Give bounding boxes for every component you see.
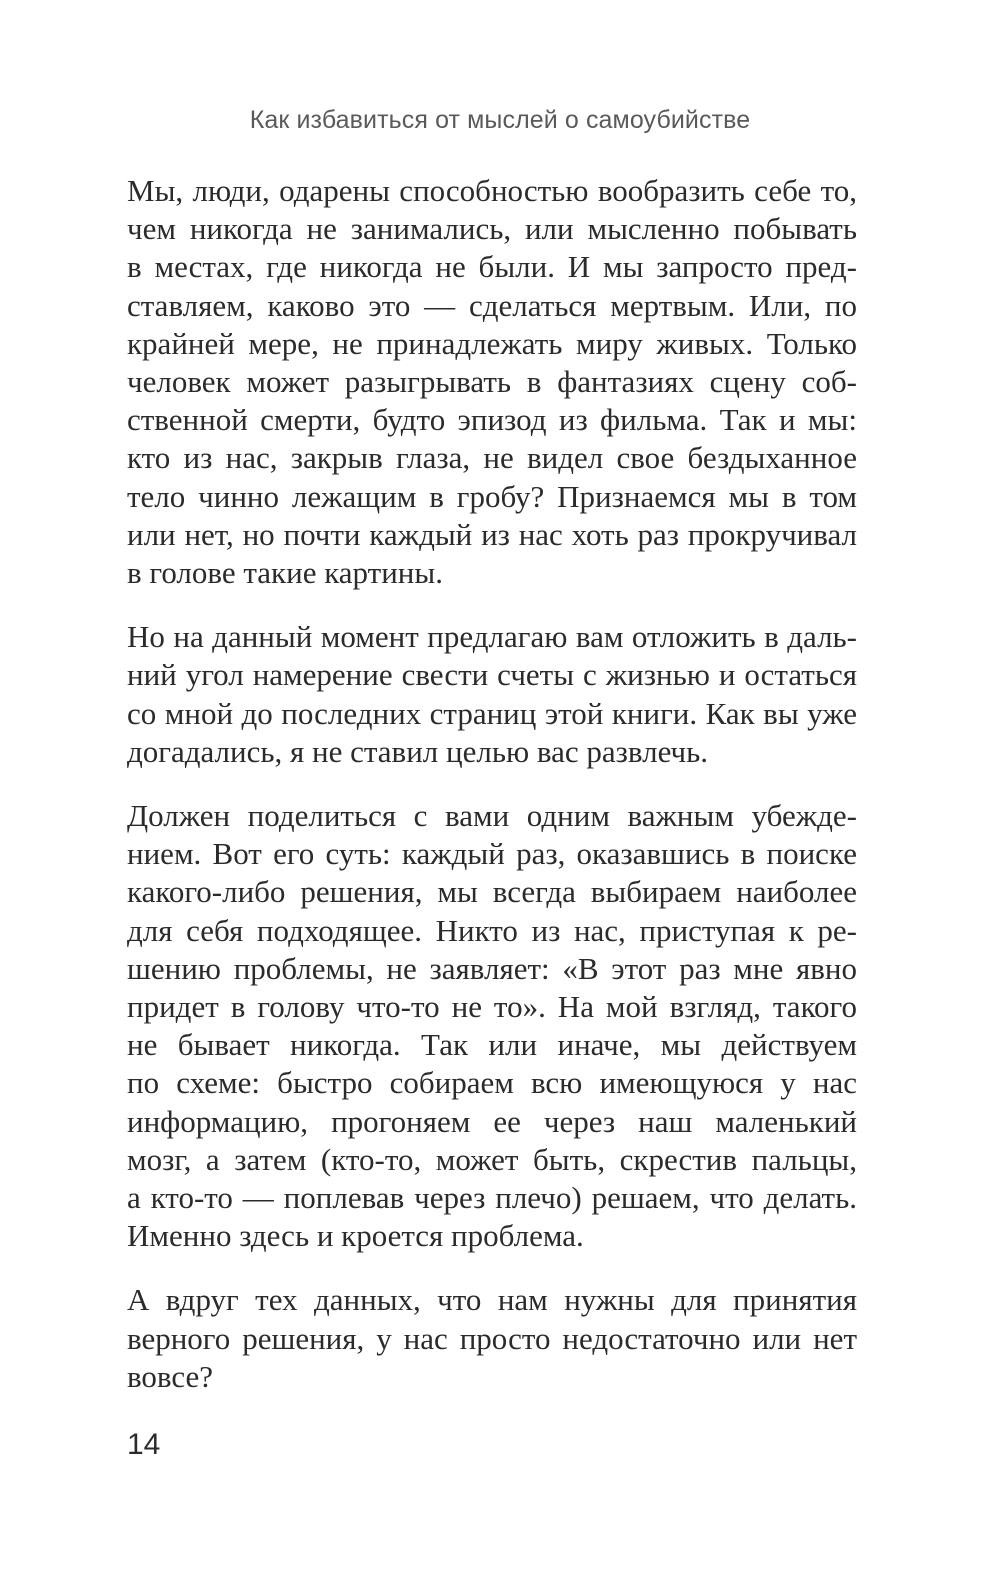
text-line: Именно здесь и кроется проблема. bbox=[127, 1218, 584, 1254]
text-line: не бывает никогда. Так или иначе, мы действуем bbox=[127, 1027, 857, 1063]
text-line: со мной до последних страниц этой книги. Как вы уже bbox=[127, 695, 857, 731]
paragraph-1 bbox=[127, 172, 857, 592]
text-line: тело чинно лежащим в гробу? Признаемся мы в том bbox=[127, 478, 857, 514]
text-line: ственной смерти, будто эпизод из фильма. Так и мы: bbox=[127, 402, 857, 438]
text-line: Но на данный момент предлагаю вам отложить в даль- bbox=[127, 619, 857, 655]
text-line: информацию, прогоняем ее через наш маленький bbox=[127, 1103, 857, 1139]
text-line: по схеме: быстро собираем всю имеющуюся у нас bbox=[127, 1065, 857, 1101]
text-line: чем никогда не занимались, или мысленно побывать bbox=[127, 211, 857, 247]
text-line: нием. Вот его суть: каждый раз, оказавшись в поиске bbox=[127, 836, 857, 872]
text-line: догадались, я не ставил целью вас развлечь. bbox=[127, 733, 709, 769]
text-line: вовсе? bbox=[127, 1358, 214, 1394]
text-line: придет в голову что-то не то». На мой взгляд, такого bbox=[127, 989, 857, 1025]
text-line: человек может разыгрывать в фантазиях сцену соб- bbox=[127, 364, 857, 400]
text-line: какого-либо решения, мы всегда выбираем наиболее bbox=[127, 874, 857, 910]
text-line: крайней мере, не принадлежать миру живых. Только bbox=[127, 325, 857, 361]
text-line: в голове такие картины. bbox=[127, 555, 443, 591]
running-head: Как избавиться от мыслей о самоубийстве bbox=[249, 106, 751, 134]
text-line: верного решения, у нас просто недостаточно или нет bbox=[127, 1320, 857, 1356]
paragraph-2 bbox=[127, 618, 857, 771]
text-line: ний угол намерение свести счеты с жизнью и остаться bbox=[127, 657, 857, 693]
text-line: А вдруг тех данных, что нам нужны для принятия bbox=[127, 1282, 857, 1318]
text-line: ставляем, каково это — сделаться мертвым. Или, по bbox=[127, 287, 857, 323]
text-line: Должен поделиться с вами одним важным убежде- bbox=[127, 798, 857, 834]
text-line: мозг, а затем (кто-то, может быть, скрестив пальцы, bbox=[127, 1141, 857, 1177]
paragraph-3 bbox=[127, 797, 857, 1255]
text-line: шению проблемы, не заявляет: «В этот раз мне явно bbox=[127, 950, 857, 986]
text-line: Мы, люди, одарены способностью вообразить себе то, bbox=[127, 173, 857, 208]
text-line: для себя подходящее. Никто из нас, приступая к ре- bbox=[127, 912, 857, 948]
text-line: а кто-то — поплевав через плечо) решаем, что делать. bbox=[127, 1180, 857, 1216]
paragraph-4 bbox=[127, 1281, 857, 1396]
page-number: 14 bbox=[127, 1428, 161, 1461]
body-text bbox=[127, 172, 857, 1396]
text-line: кто из нас, закрыв глаза, не видел свое бездыханное bbox=[127, 440, 857, 476]
text-line: или нет, но почти каждый из нас хоть раз прокручивал bbox=[127, 516, 857, 552]
text-line: в местах, где никогда не были. И мы запросто пред- bbox=[127, 249, 857, 285]
